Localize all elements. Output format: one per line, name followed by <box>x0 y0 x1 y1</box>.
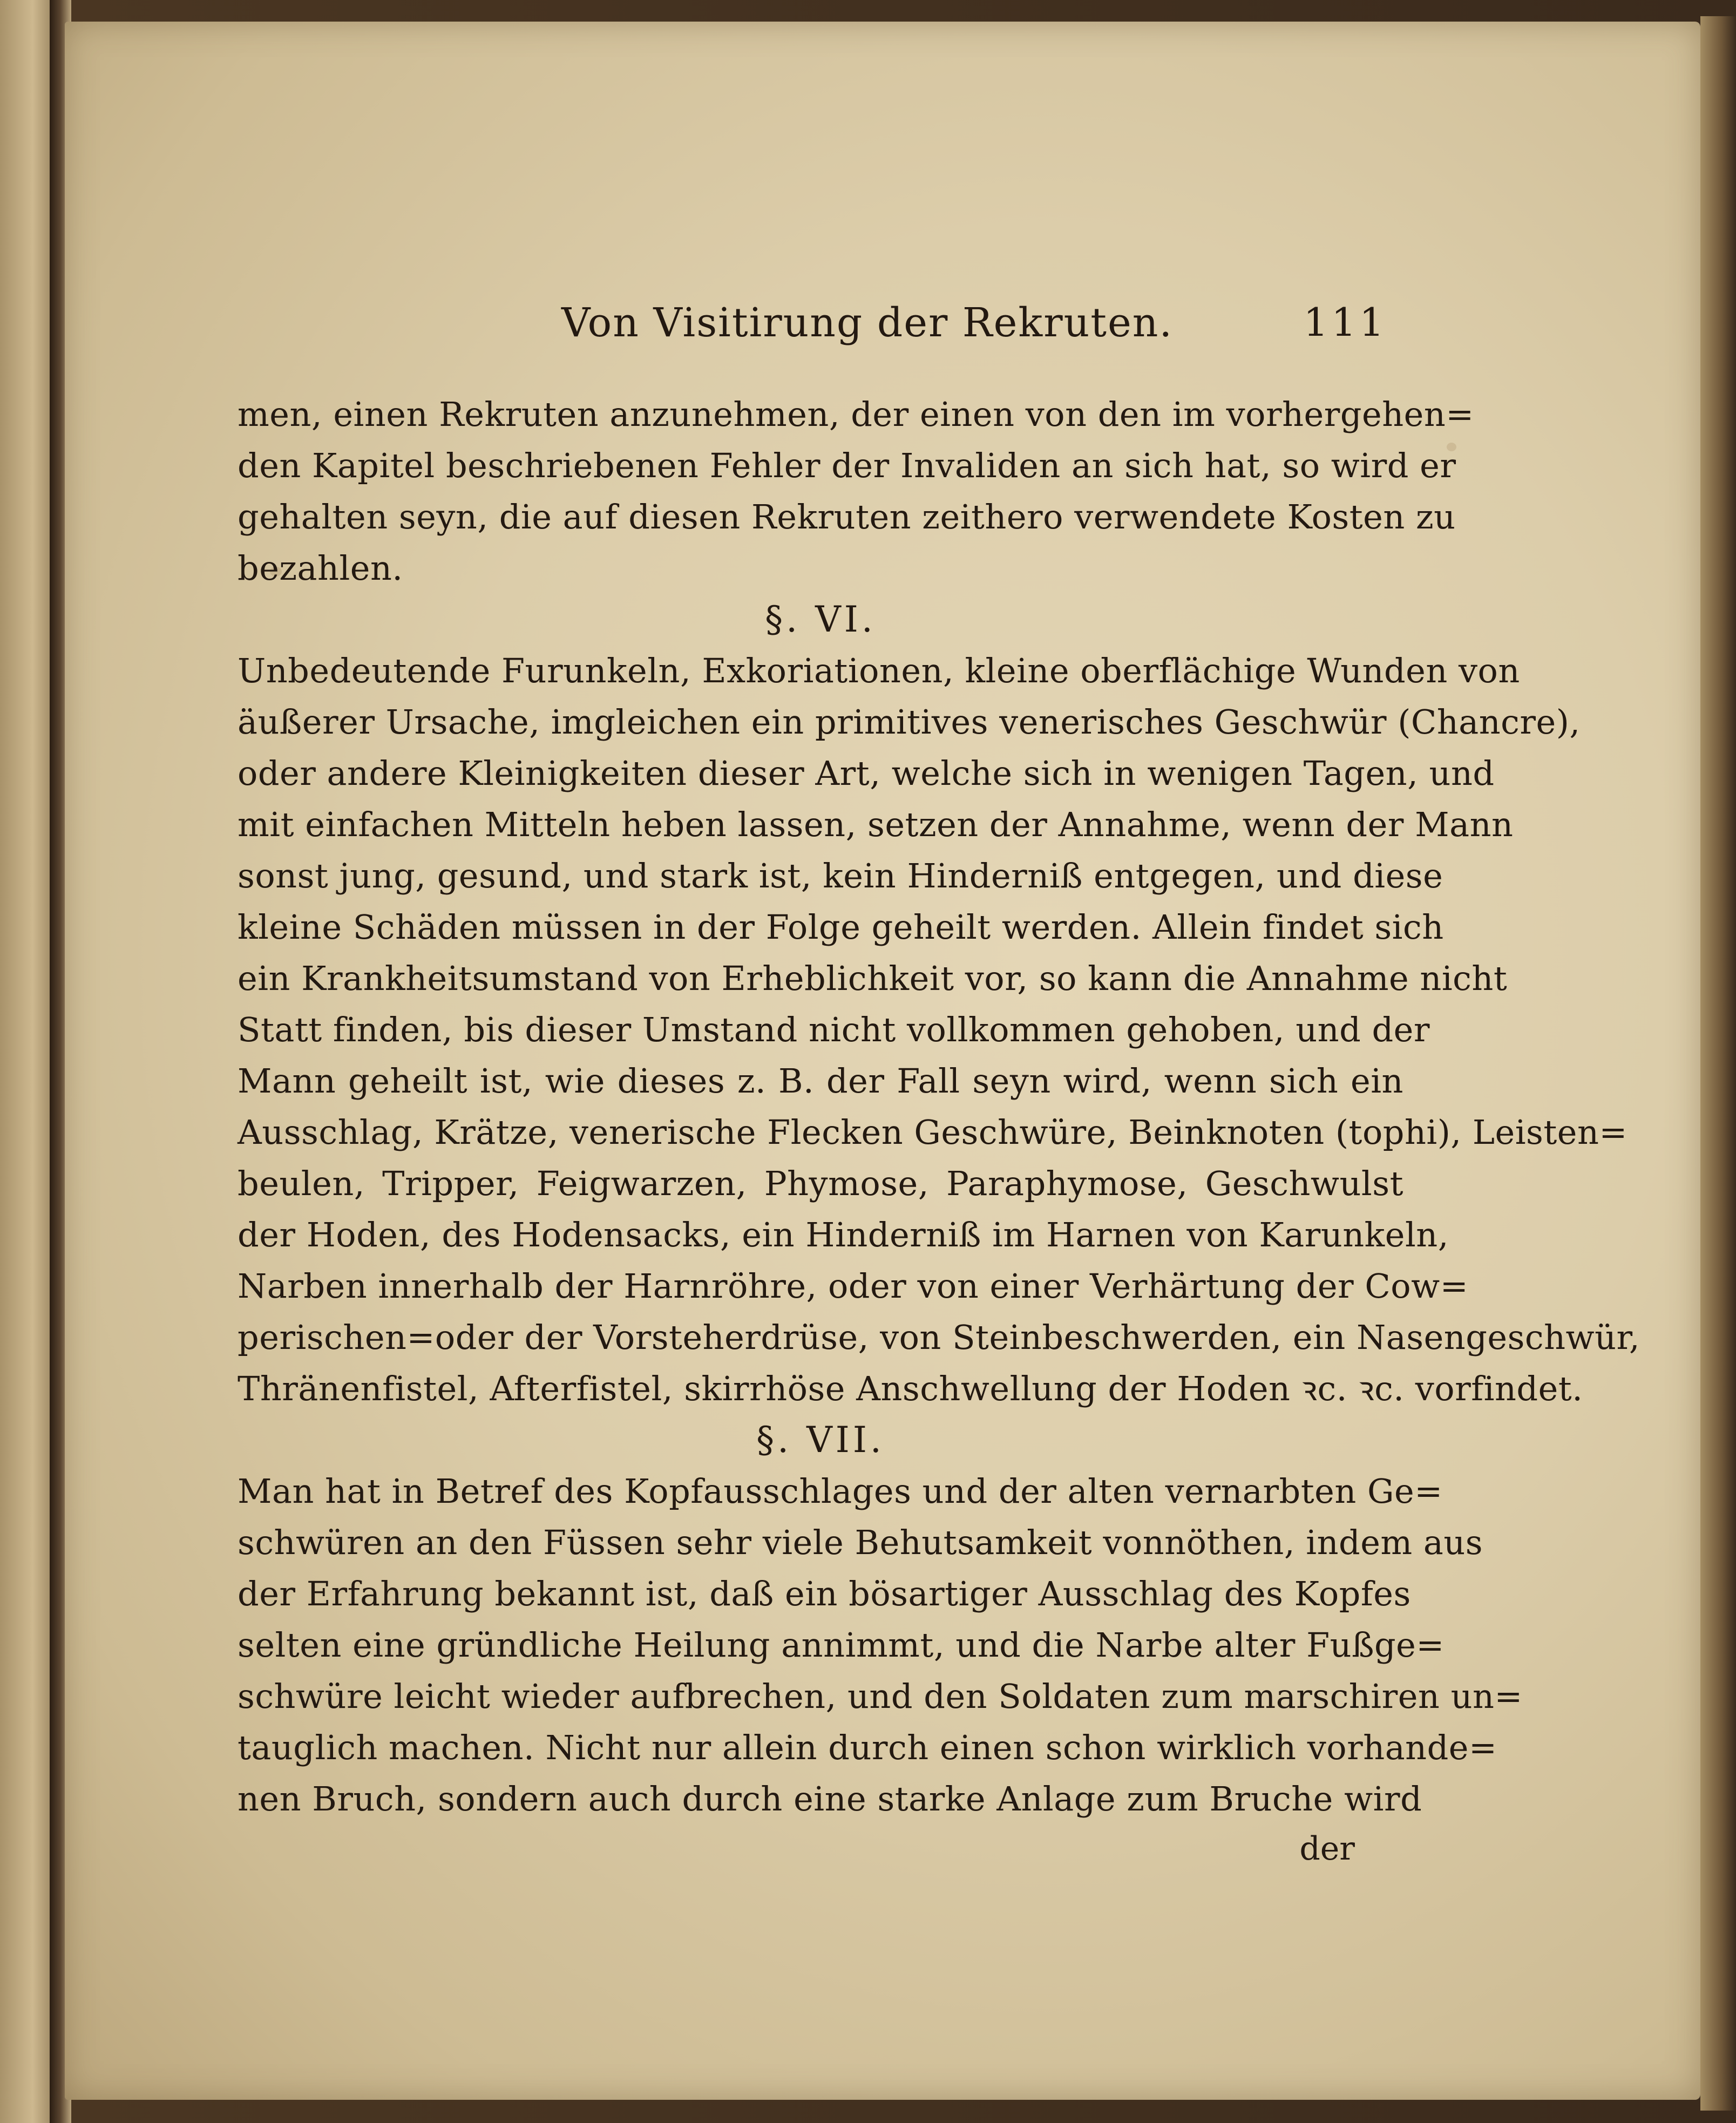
text-line: bezahlen. <box>238 548 403 588</box>
text-line: kleine Schäden müssen in der Folge geheilt werden. Allein findet sich <box>238 907 1444 947</box>
text-line: äußerer Ursache, imgleichen ein primitives venerisches Geschwür (Chancre), <box>238 702 1581 742</box>
section-heading-vii: §. VII. <box>756 1419 885 1461</box>
text-line: nen Bruch, sondern auch durch eine starke Anlage zum Bruche wird <box>238 1779 1422 1819</box>
text-line: Man hat in Betref des Kopfausschlages und der alten vernarbten Ge= <box>238 1471 1443 1511</box>
catchword: der <box>1299 1830 1355 1868</box>
body-text <box>238 389 1640 1873</box>
text-line: ein Krankheitsumstand von Erheblichkeit vor, so kann die Annahme nicht <box>238 959 1508 998</box>
text-line: selten eine gründliche Heilung annimmt, und die Narbe alter Fußge= <box>238 1625 1445 1665</box>
text-line: schwüren an den Füssen sehr viele Behutsamkeit vonnöthen, indem aus <box>238 1523 1483 1562</box>
text-line: den Kapitel beschriebenen Fehler der Invaliden an sich hat, so wird er <box>238 446 1456 485</box>
running-title: Von Visitirung der Rekruten. <box>561 300 1173 346</box>
text-line: sonst jung, gesund, und stark ist, kein Hinderniß entgegen, und diese <box>238 856 1443 896</box>
text-line: oder andere Kleinigkeiten dieser Art, welche sich in wenigen Tagen, und <box>238 754 1495 793</box>
text-line: schwüre leicht wieder aufbrechen, und den Soldaten zum marschiren un= <box>238 1677 1523 1716</box>
text-line: tauglich machen. Nicht nur allein durch einen schon wirklich vorhande= <box>238 1728 1497 1767</box>
text-line: Unbedeutende Furunkeln, Exkoriationen, kleine oberflächige Wunden von <box>238 651 1520 690</box>
text-line: mit einfachen Mitteln heben lassen, setzen der Annahme, wenn der Mann <box>238 805 1514 844</box>
text-line: gehalten seyn, die auf diesen Rekruten zeithero verwendete Kosten zu <box>238 497 1456 537</box>
text-line: beulen, Tripper, Feigwarzen, Phymose, Paraphymose, Geschwulst <box>238 1164 1403 1203</box>
page-header <box>238 300 1403 359</box>
text-line: Statt finden, bis dieser Umstand nicht vollkommen gehoben, und der <box>238 1010 1430 1049</box>
text-line: men, einen Rekruten anzunehmen, der einen von den im vorhergehen= <box>238 395 1474 434</box>
text-line: perischen=oder der Vorsteherdrüse, von Steinbeschwerden, ein Nasengeschwür, <box>238 1318 1640 1357</box>
page-number: 111 <box>1303 300 1387 345</box>
section-heading-vi: §. VI. <box>765 599 876 640</box>
text-line: Thränenfistel, Afterfistel, skirrhöse Anschwellung der Hoden ꝛc. ꝛc. vorfindet. <box>238 1369 1583 1408</box>
text-line: der Hoden, des Hodensacks, ein Hinderniß im Harnen von Karunkeln, <box>238 1215 1449 1254</box>
text-line: Narben innerhalb der Harnröhre, oder von einer Verhärtung der Cow= <box>238 1266 1469 1306</box>
text-line: Mann geheilt ist, wie dieses z. B. der Fall seyn wird, wenn sich ein <box>238 1061 1403 1101</box>
text-line: der Erfahrung bekannt ist, daß ein bösartiger Ausschlag des Kopfes <box>238 1574 1411 1613</box>
text-line: Ausschlag, Krätze, venerische Flecken Geschwüre, Beinknoten (tophi), Leisten= <box>238 1113 1628 1152</box>
right-page-edge <box>1700 16 1736 2111</box>
